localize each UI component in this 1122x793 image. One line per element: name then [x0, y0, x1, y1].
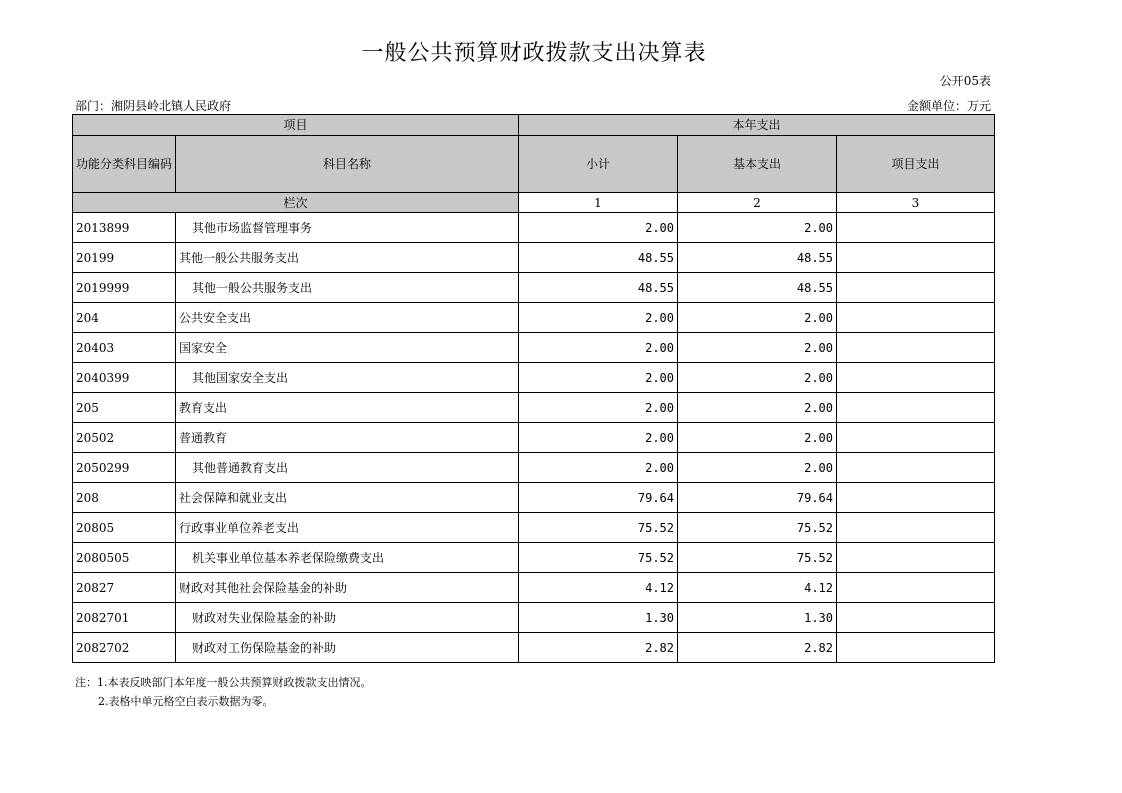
row-name: 公共安全支出: [176, 303, 519, 333]
row-project: [837, 543, 995, 573]
row-subtotal: 2.00: [519, 393, 678, 423]
row-subtotal: 2.00: [519, 453, 678, 483]
row-code: 2082702: [73, 633, 176, 663]
row-name: 机关事业单位基本养老保险缴费支出: [176, 543, 519, 573]
row-name: 教育支出: [176, 393, 519, 423]
header-row-3: [73, 193, 995, 213]
row-subtotal: 79.64: [519, 483, 678, 513]
row-code: 208: [73, 483, 176, 513]
row-basic: 79.64: [678, 483, 837, 513]
table-row: [73, 243, 995, 273]
table-row: [73, 573, 995, 603]
row-code: 20403: [73, 333, 176, 363]
row-code: 20502: [73, 423, 176, 453]
row-name: 财政对工伤保险基金的补助: [176, 633, 519, 663]
row-code: 20805: [73, 513, 176, 543]
table-row: [73, 393, 995, 423]
row-name: 财政对失业保险基金的补助: [176, 603, 519, 633]
row-subtotal: 75.52: [519, 543, 678, 573]
row-subtotal: 2.00: [519, 303, 678, 333]
row-basic: 2.00: [678, 333, 837, 363]
row-basic: 75.52: [678, 513, 837, 543]
table-row: [73, 363, 995, 393]
row-basic: 2.00: [678, 393, 837, 423]
row-project: [837, 273, 995, 303]
table-row: [73, 543, 995, 573]
header-name: 科目名称: [176, 136, 519, 193]
header-col-3: 3: [837, 193, 995, 213]
table-row: [73, 603, 995, 633]
row-name: 社会保障和就业支出: [176, 483, 519, 513]
header-col-2: 2: [678, 193, 837, 213]
department-label: 部门：湘阴县岭北镇人民政府: [75, 99, 232, 113]
header-project-expense: 项目支出: [837, 136, 995, 193]
table-row: [73, 453, 995, 483]
row-project: [837, 513, 995, 543]
row-project: [837, 393, 995, 423]
row-code: 204: [73, 303, 176, 333]
row-name: 国家安全: [176, 333, 519, 363]
row-project: [837, 603, 995, 633]
table-row: [73, 483, 995, 513]
row-name: 其他国家安全支出: [176, 363, 519, 393]
row-subtotal: 2.00: [519, 423, 678, 453]
amount-unit-label: 金额单位：万元: [906, 99, 991, 113]
row-basic: 2.00: [678, 423, 837, 453]
row-name: 其他一般公共服务支出: [176, 243, 519, 273]
row-code: 2082701: [73, 603, 176, 633]
header-current-year: 本年支出: [519, 115, 995, 136]
row-basic: 2.00: [678, 303, 837, 333]
row-code: 2013899: [73, 213, 176, 243]
row-basic: 48.55: [678, 243, 837, 273]
header-row-2: [73, 136, 995, 193]
row-project: [837, 573, 995, 603]
table-row: [73, 273, 995, 303]
header-row-label: 栏次: [73, 193, 519, 213]
row-basic: 2.00: [678, 363, 837, 393]
row-project: [837, 483, 995, 513]
row-project: [837, 423, 995, 453]
header-code: 功能分类科目编码: [73, 136, 176, 193]
row-project: [837, 243, 995, 273]
row-basic: 4.12: [678, 573, 837, 603]
page-title: 一般公共预算财政拨款支出决算表: [361, 41, 707, 66]
row-subtotal: 1.30: [519, 603, 678, 633]
footnotes: [75, 673, 372, 711]
footnote-1: 注：1.本表反映部门本年度一般公共预算财政拨款支出情况。: [75, 676, 372, 689]
row-subtotal: 2.00: [519, 213, 678, 243]
row-project: [837, 333, 995, 363]
row-name: 其他普通教育支出: [176, 453, 519, 483]
row-name: 行政事业单位养老支出: [176, 513, 519, 543]
row-code: 205: [73, 393, 176, 423]
expenditure-table: [72, 114, 995, 663]
row-subtotal: 2.00: [519, 363, 678, 393]
row-code: 2040399: [73, 363, 176, 393]
table-row: [73, 333, 995, 363]
row-basic: 48.55: [678, 273, 837, 303]
row-code: 20199: [73, 243, 176, 273]
row-code: 2080505: [73, 543, 176, 573]
row-basic: 2.00: [678, 213, 837, 243]
form-number: 公开05表: [939, 74, 991, 88]
table-row: [73, 213, 995, 243]
row-project: [837, 363, 995, 393]
row-code: 20827: [73, 573, 176, 603]
table-row: [73, 633, 995, 663]
row-subtotal: 4.12: [519, 573, 678, 603]
row-subtotal: 2.82: [519, 633, 678, 663]
header-subtotal: 小计: [519, 136, 678, 193]
row-code: 2050299: [73, 453, 176, 483]
row-name: 财政对其他社会保险基金的补助: [176, 573, 519, 603]
row-basic: 2.82: [678, 633, 837, 663]
row-subtotal: 75.52: [519, 513, 678, 543]
row-project: [837, 633, 995, 663]
row-basic: 2.00: [678, 453, 837, 483]
row-name: 普通教育: [176, 423, 519, 453]
header-project: 项目: [73, 115, 519, 136]
table-row: [73, 513, 995, 543]
row-subtotal: 2.00: [519, 333, 678, 363]
row-basic: 75.52: [678, 543, 837, 573]
row-project: [837, 303, 995, 333]
header-basic: 基本支出: [678, 136, 837, 193]
row-name: 其他一般公共服务支出: [176, 273, 519, 303]
footnote-2: 2.表格中单元格空白表示数据为零。: [98, 695, 274, 708]
row-project: [837, 453, 995, 483]
header-col-1: 1: [519, 193, 678, 213]
row-project: [837, 213, 995, 243]
row-code: 2019999: [73, 273, 176, 303]
table-row: [73, 303, 995, 333]
header-row-1: [73, 115, 995, 136]
row-basic: 1.30: [678, 603, 837, 633]
row-subtotal: 48.55: [519, 243, 678, 273]
table-row: [73, 423, 995, 453]
row-subtotal: 48.55: [519, 273, 678, 303]
row-name: 其他市场监督管理事务: [176, 213, 519, 243]
